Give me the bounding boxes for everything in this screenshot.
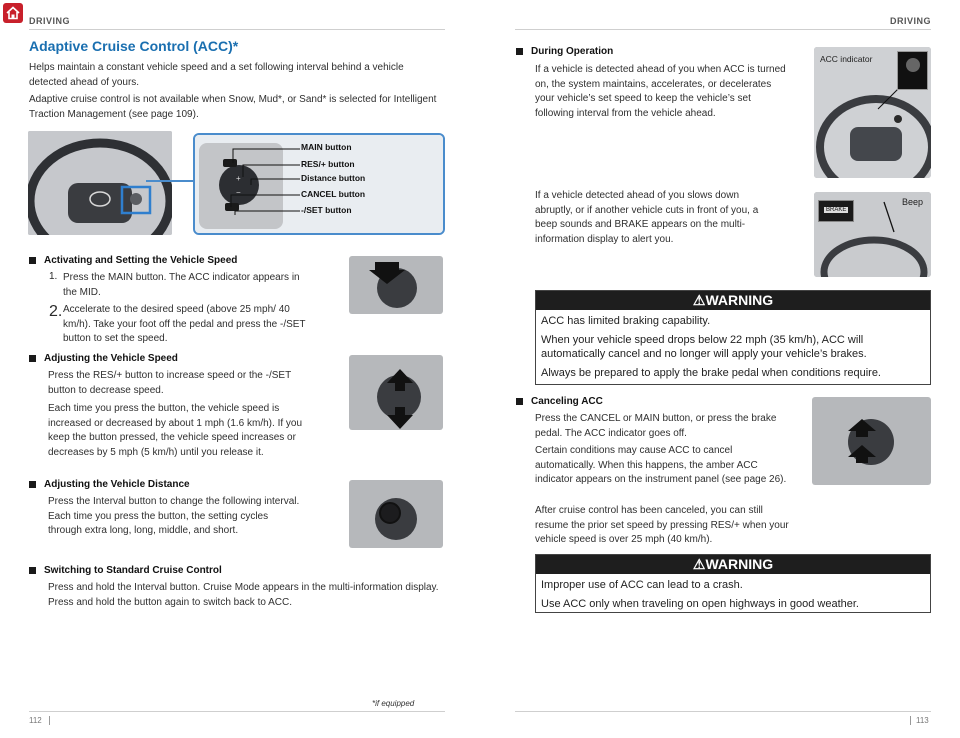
warning-title: WARNING	[705, 292, 774, 308]
svg-text:+: +	[236, 174, 241, 183]
home-button[interactable]	[3, 3, 23, 23]
button-closeup	[193, 133, 445, 235]
cancel-press-arrows-icon	[842, 419, 882, 469]
heading-adjust-distance	[29, 479, 190, 490]
footer-divider-right	[515, 711, 931, 712]
canceling-paragraph-1: Press the CANCEL or MAIN button, or press the brake pedal. The ACC indicator goes off.	[535, 413, 777, 439]
heading-activating-text: Activating and Setting the Vehicle Speed	[44, 255, 238, 266]
header-divider-left	[29, 29, 445, 30]
footer-divider-left	[29, 711, 445, 712]
heading-adjust-speed-text: Adjusting the Vehicle Speed	[44, 353, 178, 364]
beep-label: Beep	[902, 197, 924, 207]
section-tag-left: DRIVING	[29, 16, 71, 26]
canceling-paragraph-2: Certain conditions may cause ACC to cancel automatically. When this happens, the amber ACC indicator appears on the instrument panel (see page 26).	[535, 445, 787, 485]
mid-display	[897, 51, 928, 90]
mid-brake-display	[818, 200, 854, 222]
cancel-button-photo	[812, 397, 931, 485]
warning-box-improper-use	[535, 554, 931, 613]
callout-cancel-button: CANCEL button	[301, 189, 366, 199]
adjust-speed-paragraph-2: Each time you press the button, the vehicle speed is increased or decreased by about 1 mph (1.6 km/h). If you keep the button pressed, the vehicle speed increases or decreases by 5 mph (5 km/h) until you release it.	[48, 403, 303, 458]
heading-switching-text: Switching to Standard Cruise Control	[44, 565, 222, 576]
section-tag-right: DRIVING	[889, 16, 931, 26]
square-bullet-icon	[516, 48, 523, 55]
warning-line: When your vehicle speed drops below 22 mph (35 km/h), ACC will automatically cancel and no longer will apply your vehicle’s brakes.	[541, 334, 867, 360]
page-title: Adaptive Cruise Control (ACC)*	[29, 38, 239, 54]
warning-line: ACC has limited braking capability.	[541, 315, 711, 327]
square-bullet-icon	[29, 355, 36, 362]
warning-line: Improper use of ACC can lead to a crash.	[541, 579, 743, 591]
heading-canceling-text: Canceling ACC	[531, 396, 603, 407]
intro-paragraph-1: Helps maintain a constant vehicle speed and a set following interval behind a vehicle detected ahead of yours.	[29, 62, 404, 88]
distance-button-photo	[349, 480, 443, 548]
callout-set-button: -/SET button	[301, 205, 352, 215]
heading-activating	[29, 255, 237, 266]
square-bullet-icon	[516, 398, 523, 405]
home-icon	[3, 3, 23, 23]
callout-res-button: RES/+ button	[301, 159, 355, 169]
heading-during-operation	[516, 46, 613, 57]
adjust-speed-paragraph-1: Press the RES/+ button to increase speed or the -/SET button to decrease speed.	[48, 370, 292, 396]
press-arrow-icon	[367, 260, 407, 286]
square-bullet-icon	[29, 567, 36, 574]
header-divider-right	[515, 29, 931, 30]
heading-during-operation-text: During Operation	[531, 46, 614, 57]
up-down-arrows-icon	[385, 369, 415, 429]
square-bullet-icon	[29, 257, 36, 264]
canceling-paragraph-3: After cruise control has been canceled, you can still resume the prior set speed by pressing RES/+ when your vehicle speed is over 25 mph (40 km/h).	[535, 505, 789, 545]
adjust-distance-paragraph: Press the Interval button to change the following interval. Each time you press the button, the setting cycles through extra long, long, middle, and short.	[48, 496, 300, 536]
warning-triangle-icon: ⚠	[692, 292, 706, 308]
during-paragraph-1: If a vehicle is detected ahead of you when ACC is turned on, the system maintains, accelerates, or decelerates your vehicle’s set speed to keep the vehicle’s set following interval from the vehicle ahead.	[535, 64, 786, 119]
page-number-right: 113	[916, 716, 929, 725]
distance-button-highlight	[379, 502, 401, 524]
callout-distance-button: Distance button	[301, 173, 366, 183]
warning-header	[536, 291, 930, 310]
heading-canceling	[516, 396, 603, 407]
step-1-text: Press the MAIN button. The ACC indicator appears in the MID.	[63, 272, 300, 298]
acc-indicator-icon	[906, 58, 920, 72]
page-number-left: 112	[29, 716, 42, 725]
warning-box-braking	[535, 290, 931, 385]
res-set-button-photo	[349, 355, 443, 430]
brake-text: BRAKE	[826, 207, 847, 213]
square-bullet-icon	[29, 481, 36, 488]
heading-switching	[29, 565, 222, 576]
acc-indicator-label: ACC indicator	[820, 54, 873, 64]
acc-indicator-photo	[814, 47, 931, 178]
warning-line: Use ACC only when traveling on open highways in good weather.	[541, 598, 859, 610]
step-1-number: 1.	[49, 271, 58, 282]
acc-controls-illustration	[28, 131, 445, 235]
svg-text:−: −	[236, 188, 241, 197]
switching-paragraph: Press and hold the Interval button. Cruise Mode appears in the multi-information display. Press and hold the button again to switch back to ACC.	[48, 582, 439, 608]
main-button-photo	[349, 256, 443, 314]
zoom-connector	[146, 171, 196, 191]
footnote: *if equipped	[372, 699, 415, 708]
step-2-number: 2.	[49, 303, 63, 320]
brake-alert-photo	[814, 192, 931, 277]
warning-line: Always be prepared to apply the brake pedal when conditions require.	[541, 367, 881, 379]
heading-adjust-speed	[29, 353, 178, 364]
step-2-text: Accelerate to the desired speed (above 25 mph/ 40 km/h). Take your foot off the pedal and press the -/SET button to set the speed.	[63, 304, 306, 344]
during-paragraph-2: If a vehicle detected ahead of you slows down abruptly, or if another vehicle cuts in front of you, a beep sounds and BRAKE appears on the multi-information display to alert you.	[535, 190, 759, 245]
callout-main-button: MAIN button	[301, 142, 352, 152]
warning-triangle-icon: ⚠	[692, 556, 706, 572]
warning-title: WARNING	[705, 556, 774, 572]
warning-header	[536, 555, 930, 574]
heading-adjust-distance-text: Adjusting the Vehicle Distance	[44, 479, 190, 490]
intro-paragraph-2: Adaptive cruise control is not available when Snow, Mud*, or Sand* is selected for Intelligent Traction Management (see page 109).	[29, 94, 437, 120]
